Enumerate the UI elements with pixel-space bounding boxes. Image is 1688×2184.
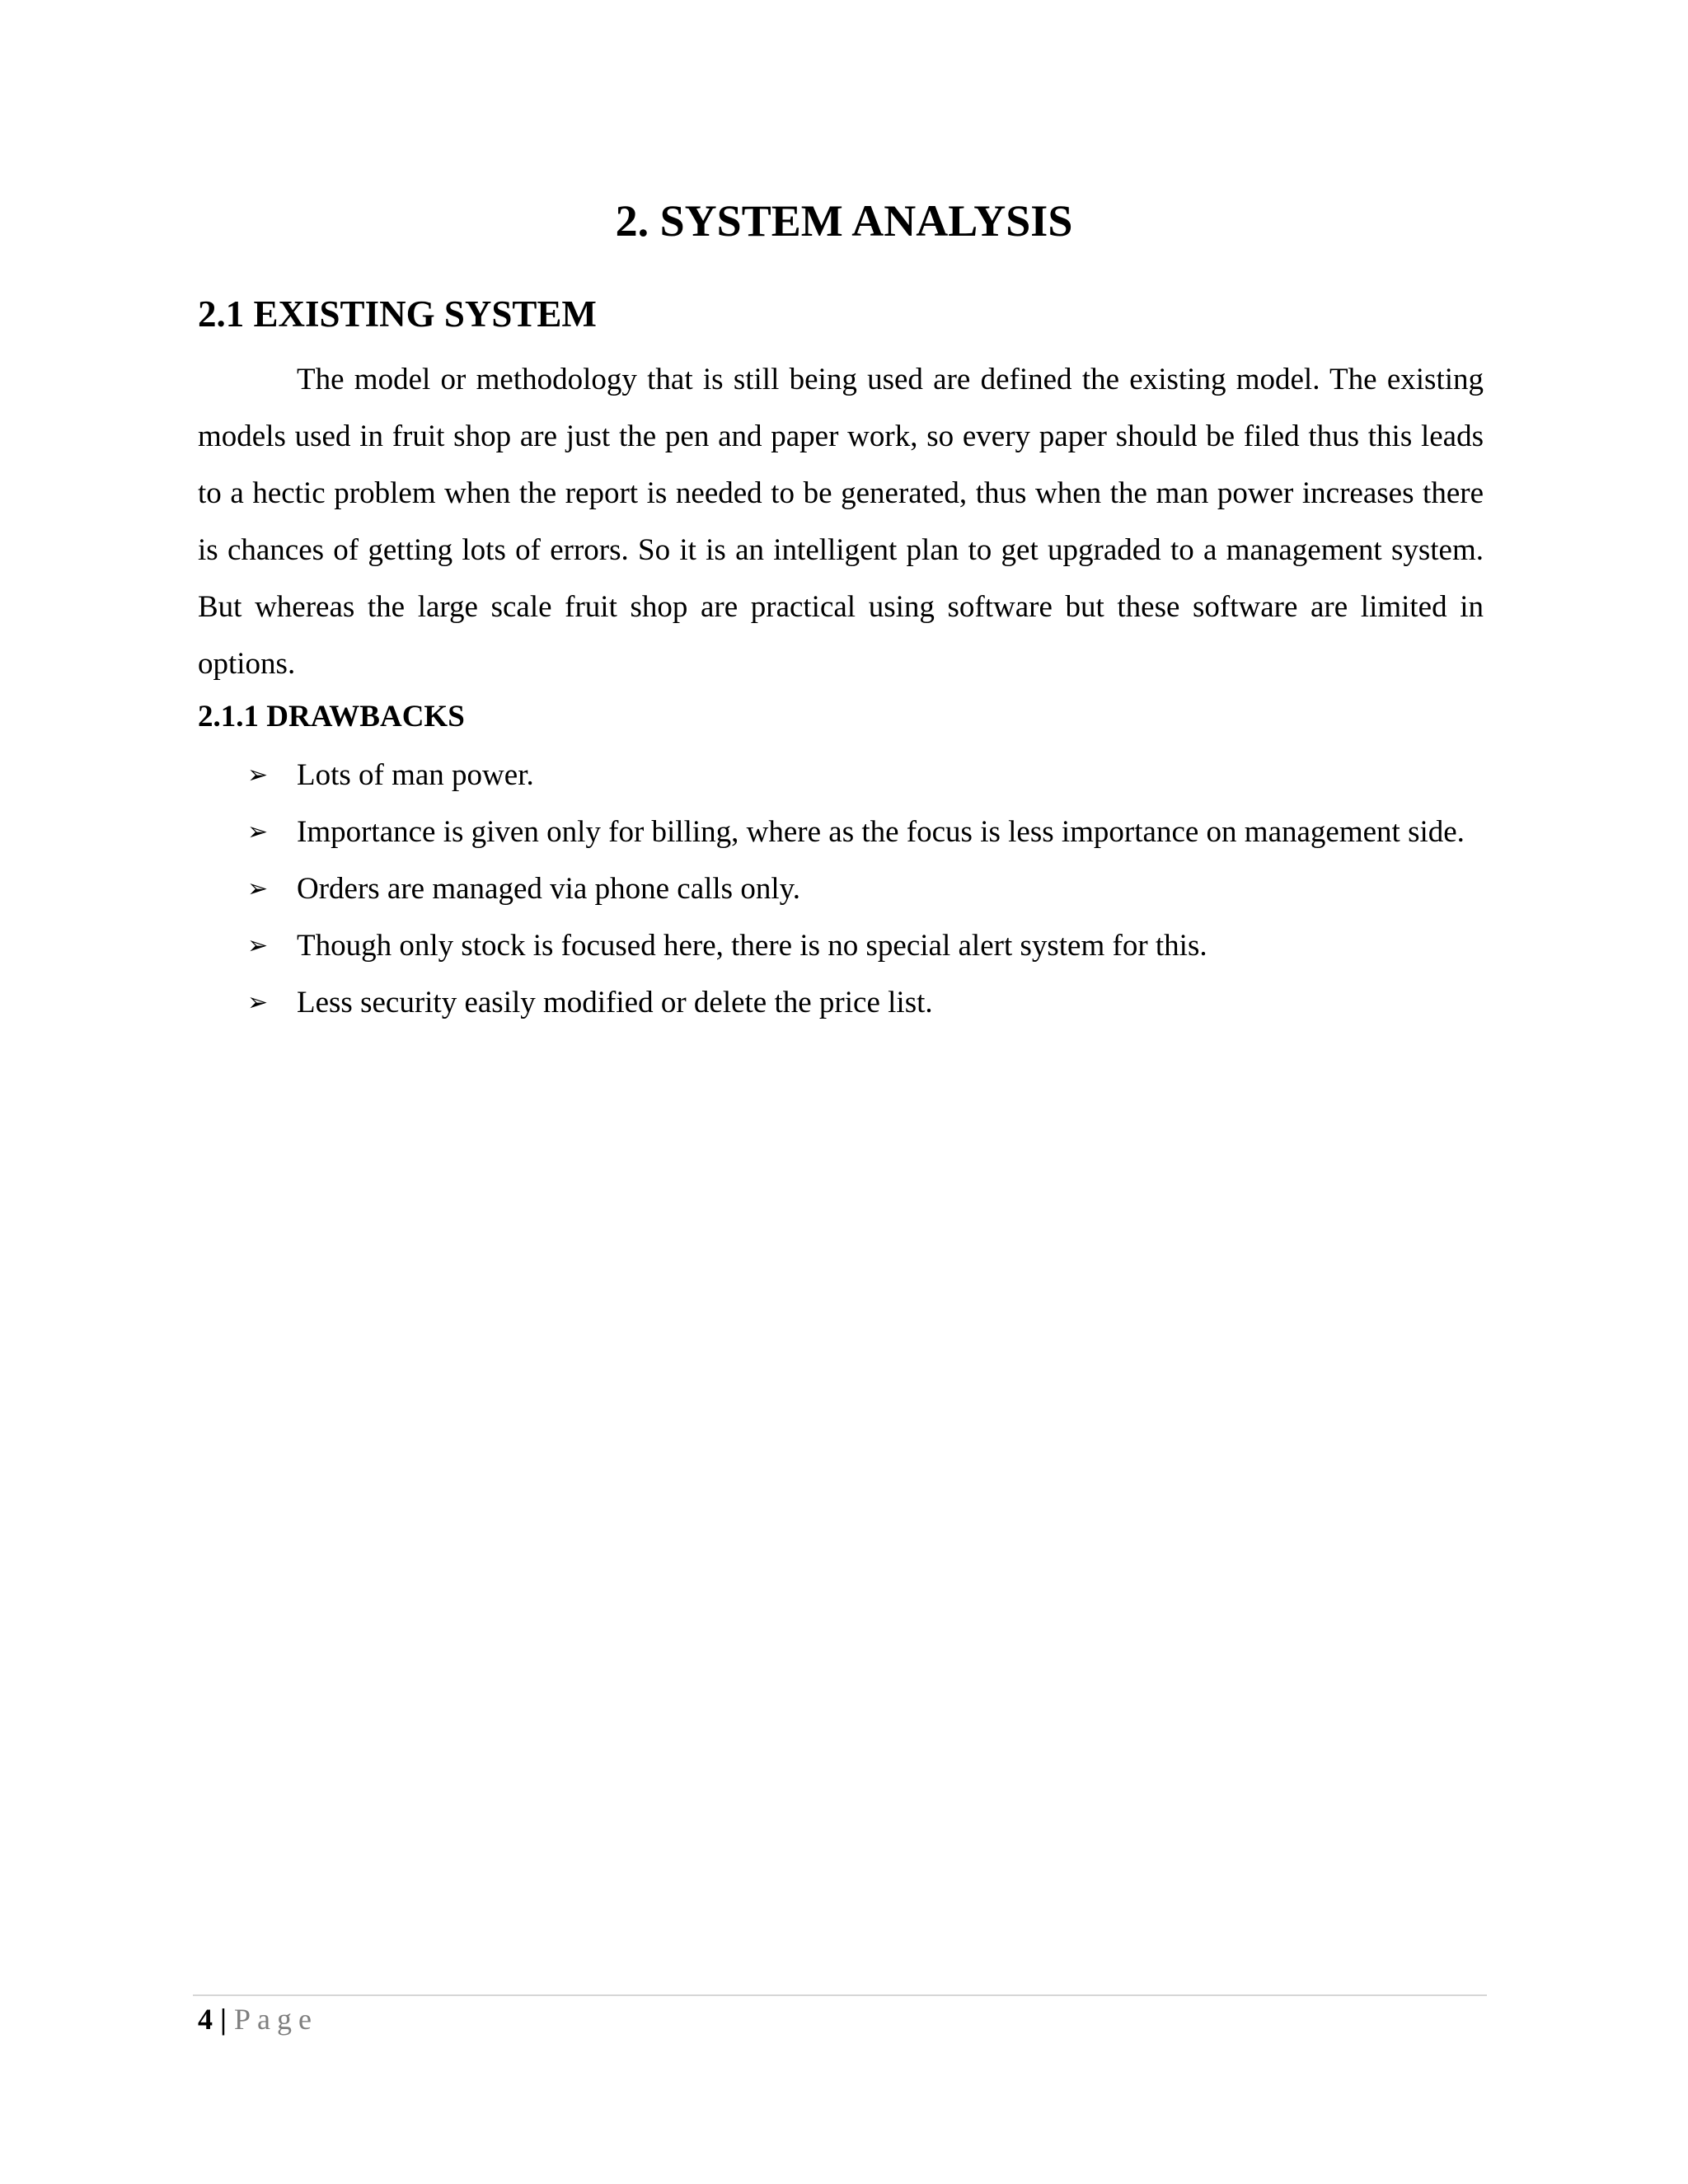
arrowhead-bullet-icon: ➢ <box>247 761 269 790</box>
list-item-text: Importance is given only for billing, where as the focus is less importance on management side. <box>297 815 1465 849</box>
page-number: 4 <box>198 2003 213 2036</box>
page-footer <box>198 1998 318 2041</box>
arrowhead-bullet-icon: ➢ <box>247 931 269 960</box>
list-item <box>198 860 1484 917</box>
list-item-text: Though only stock is focused here, there is no special alert system for this. <box>297 929 1207 963</box>
subsection-heading-drawbacks: 2.1.1 DRAWBACKS <box>198 700 465 733</box>
page-separator: | <box>220 2003 227 2036</box>
list-item <box>198 804 1484 860</box>
chapter-title: 2. SYSTEM ANALYSIS <box>615 196 1073 246</box>
existing-system-paragraph: The model or methodology that is still being used are defined the existing model. The existing models used in fruit shop are just the pen and paper work, so every paper should be filed thus this leads to a hectic problem when the report is needed to be generated, thus when the man power increases there is chances of getting lots of errors. So it is an intelligent plan to get upgraded to a management system. But whereas the large scale fruit shop are practical using software but these software are limited in options. <box>198 363 1484 681</box>
list-item-text: Orders are managed via phone calls only. <box>297 872 800 906</box>
arrowhead-bullet-icon: ➢ <box>247 818 269 846</box>
list-item <box>198 917 1484 974</box>
arrowhead-bullet-icon: ➢ <box>247 988 269 1017</box>
drawbacks-list <box>198 747 1484 1031</box>
list-item <box>198 747 1484 804</box>
section-heading-existing-system: 2.1 EXISTING SYSTEM <box>198 293 597 335</box>
page-label: Page <box>233 2003 318 2036</box>
list-item <box>198 974 1484 1031</box>
footer-divider <box>193 1994 1487 1996</box>
list-item-text: Less security easily modified or delete the price list. <box>297 986 933 1019</box>
list-item-text: Lots of man power. <box>297 758 534 792</box>
arrowhead-bullet-icon: ➢ <box>247 874 269 903</box>
